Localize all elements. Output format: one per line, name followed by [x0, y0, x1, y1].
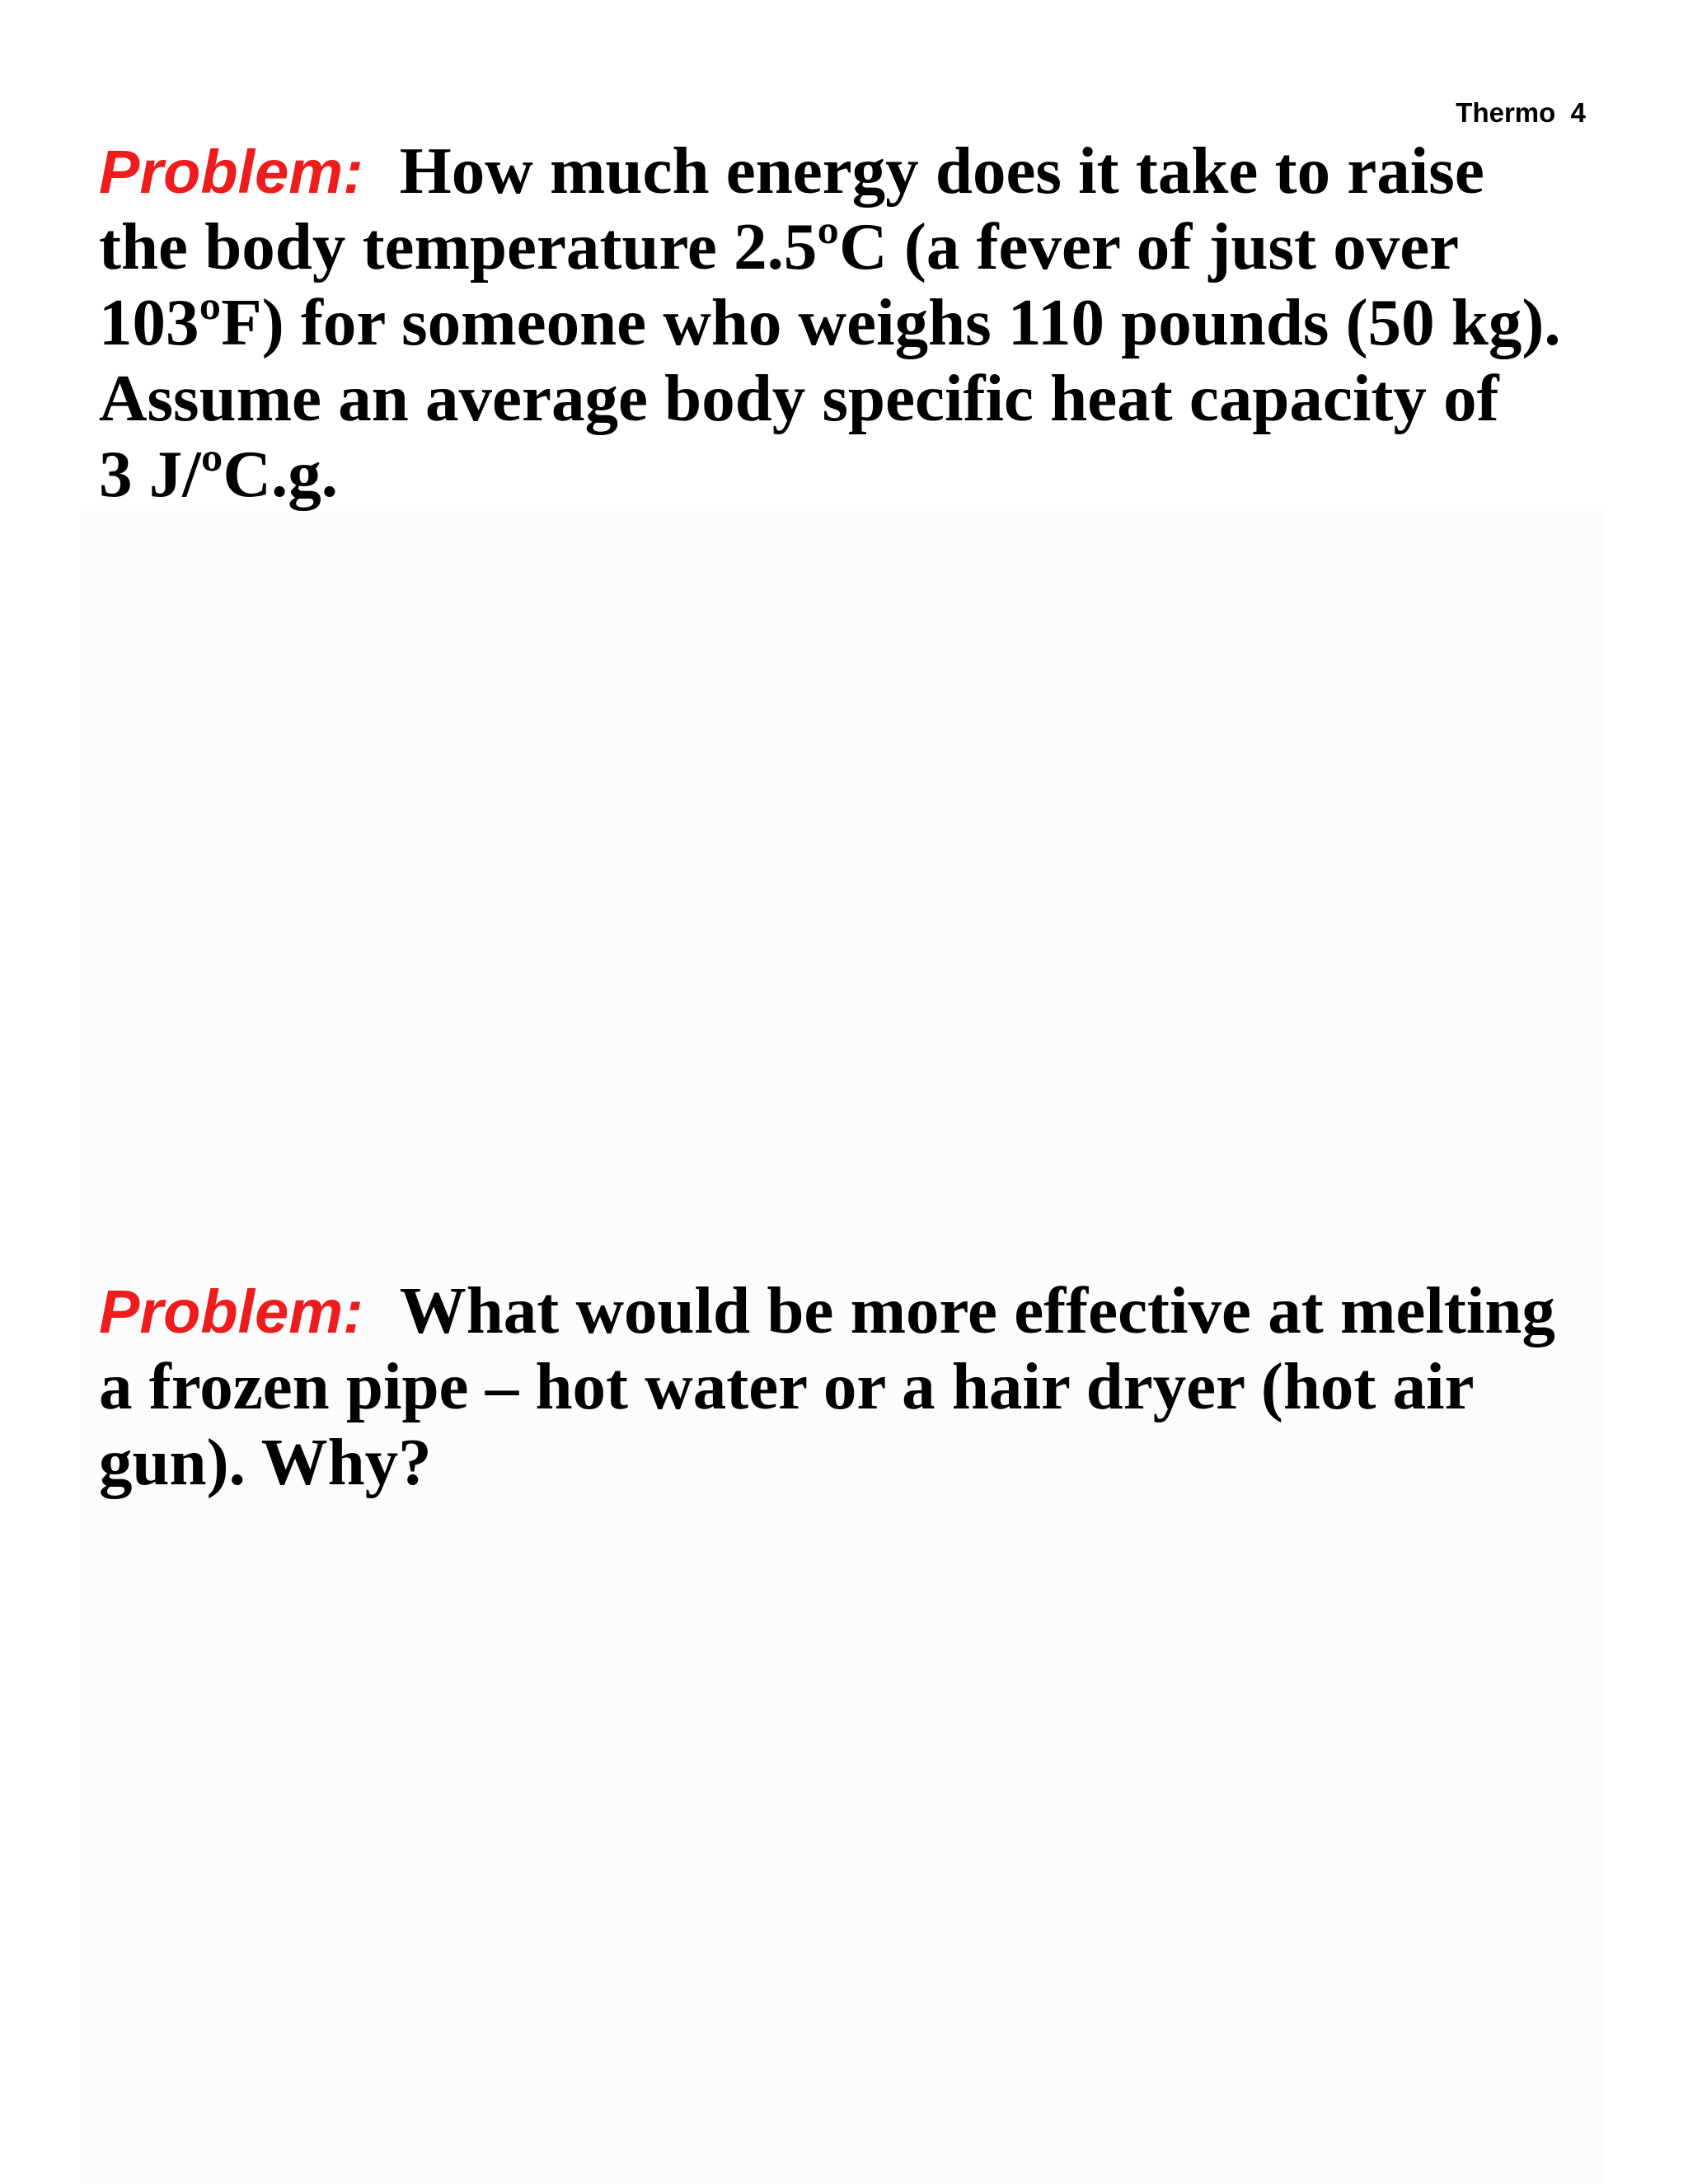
problem-2 [99, 1272, 1615, 1500]
problem-1-line-2: the body temperature 2.5ºC (a fever of just over [99, 209, 1460, 284]
problem-2-text-1: What would be more effective at melting [399, 1273, 1555, 1347]
problem-2-line-2: a frozen pipe – hot water or a hair dryer (hot air [99, 1349, 1475, 1423]
problem-2-line-1 [99, 1272, 1615, 1348]
problem-2-label: Problem: [99, 1277, 363, 1346]
problem-1-label: Problem: [99, 138, 363, 206]
problem-1-line-1 [99, 133, 1615, 209]
problem-1-line-3: 103ºF) for someone who weighs 110 pounds (50 kg). [99, 285, 1561, 359]
page-header: Thermo 4 [1456, 97, 1586, 128]
problem-1-text-1: How much energy does it take to raise [399, 134, 1484, 208]
problem-1 [99, 133, 1615, 512]
problem-2-line-3: gun). Why? [99, 1425, 432, 1499]
problem-1-line-5: 3 J/ºC.g. [99, 437, 338, 511]
problem-1-line-4: Assume an average body specific heat capacity of [99, 361, 1499, 435]
